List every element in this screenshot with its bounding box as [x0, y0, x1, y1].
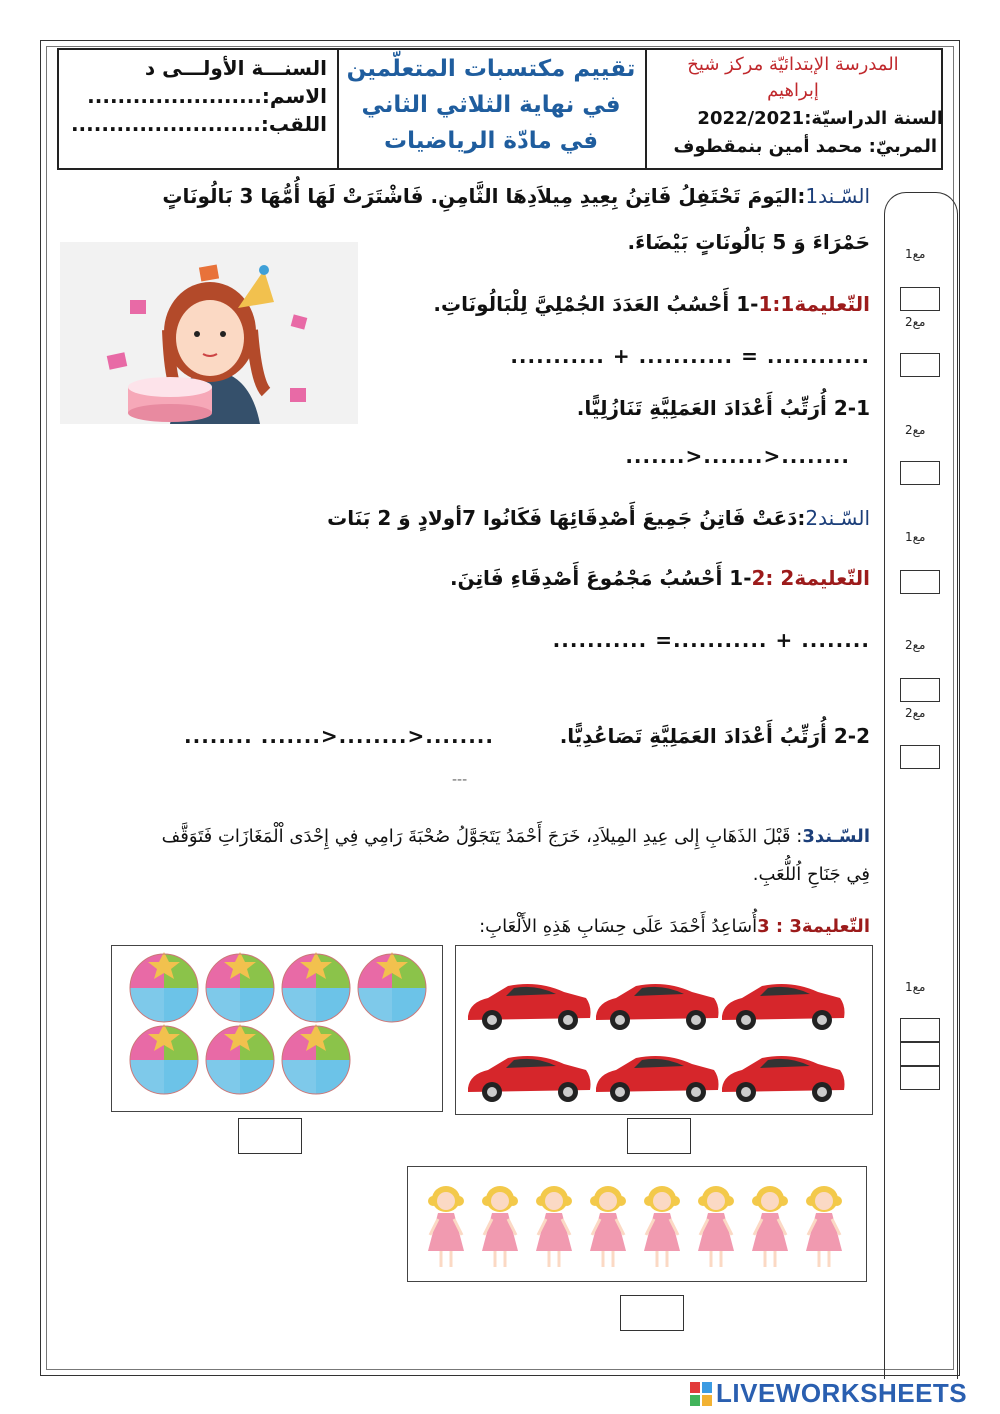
- criterion-label: مع1: [905, 980, 926, 994]
- separator: ---: [452, 772, 468, 788]
- score-box[interactable]: [900, 461, 940, 485]
- criterion-label: مع2: [905, 706, 926, 720]
- liveworksheets-brand: LIVEWORKSHEETS: [716, 1378, 968, 1408]
- car: [722, 984, 845, 1030]
- criterion-label: مع2: [905, 315, 926, 329]
- doll: [644, 1186, 680, 1267]
- score-box[interactable]: [900, 745, 940, 769]
- doll: [806, 1186, 842, 1267]
- car: [596, 1056, 719, 1102]
- equation-2[interactable]: ........ + ...........= ...........: [552, 628, 870, 652]
- car: [596, 984, 719, 1030]
- section3-text-2: فِي جَنَاحِ اُللُّعَبِ.: [752, 864, 870, 885]
- liveworksheets-icon: [690, 1382, 712, 1406]
- doll: [590, 1186, 626, 1267]
- title-line-1: تقييم مكتسبات المتعلّمين: [346, 56, 636, 82]
- ball: [130, 1024, 198, 1094]
- school-info: [645, 50, 941, 168]
- instruction-1-2: 2-1 أُرَتِّبُ أَعْدَادَ العَمَلِيَّةِ تَنَازُلِيًّا.: [576, 396, 870, 420]
- score-box[interactable]: [900, 570, 940, 594]
- car: [468, 1056, 591, 1102]
- order-line-1[interactable]: ........<.......<.......: [625, 444, 850, 468]
- criterion-label: مع2: [905, 638, 926, 652]
- car: [722, 1056, 845, 1102]
- ball: [130, 952, 198, 1022]
- instruction-1-1: التّعليمة1:1-1 أَحْسُبُ العَدَدَ الجُمْلِيَّ لِلْبَالُونَاتِ.: [433, 292, 870, 316]
- exam-title: [337, 50, 645, 168]
- cars-answer-box[interactable]: [627, 1118, 691, 1154]
- section3-label: السّـند3: [802, 826, 870, 847]
- dolls-answer-box[interactable]: [620, 1295, 684, 1331]
- doll: [536, 1186, 572, 1267]
- title-line-2: في نهاية الثلاثي الثاني: [361, 92, 621, 118]
- section2-text: السّـند2:دَعَتْ فَاتِنُ جَمِيعَ أَصْدِقَائِهَا فَكَانُوا 7أولادٍ وَ 2 بَنَات: [327, 506, 870, 530]
- school-name: المدرسة الإبتدائيّة مركز شيخ: [687, 54, 899, 75]
- instruction-2-1: التّعليمة2 :2-1 أَحْسُبُ مَجْمُوعَ أَصْدِقَاءِ فَاتِنَ.: [449, 566, 870, 590]
- ball: [358, 952, 426, 1022]
- criterion-label: مع1: [905, 530, 926, 544]
- criterion-label: مع1: [905, 247, 926, 261]
- student-info: [59, 50, 337, 168]
- doll: [482, 1186, 518, 1267]
- score-box[interactable]: [900, 1066, 940, 1090]
- score-box[interactable]: [900, 678, 940, 702]
- name-field[interactable]: الاسم:.......................: [87, 84, 327, 108]
- ball: [206, 1024, 274, 1094]
- ball: [282, 1024, 350, 1094]
- instruction-2-label: التّعليمة2 :2: [751, 566, 870, 590]
- car: [468, 984, 591, 1030]
- cars-image: [455, 945, 873, 1115]
- teacher-name: المربيّ: محمد أمين بنمقطوف: [673, 136, 937, 157]
- score-box[interactable]: [900, 1042, 940, 1066]
- instruction-3-label: التّعليمة3 : 3: [757, 916, 870, 937]
- liveworksheets-logo: [690, 1378, 967, 1409]
- balls-image: [111, 945, 443, 1112]
- doll: [752, 1186, 788, 1267]
- section2-label: السّـند2: [805, 506, 870, 530]
- birthday-girl-image: [60, 242, 358, 424]
- score-box[interactable]: [900, 353, 940, 377]
- doll: [428, 1186, 464, 1267]
- instruction-2-2: 2-2 أُرَتِّبُ أَعْدَادَ العَمَلِيَّةِ تَصَاعُدِيًّا.: [559, 724, 870, 748]
- order-line-2[interactable]: ........ .......>........>........: [184, 724, 495, 748]
- balls-answer-box[interactable]: [238, 1118, 302, 1154]
- school-year: السنة الدراسيّة:2022/2021: [697, 108, 943, 129]
- section1-text-2: حَمْرَاءَ وَ 5 بَالُونَاتٍ بَيْضَاءَ.: [627, 230, 870, 254]
- ball: [282, 952, 350, 1022]
- score-box[interactable]: [900, 287, 940, 311]
- header: [57, 48, 943, 170]
- score-box[interactable]: [900, 1018, 940, 1042]
- dolls-image: [407, 1166, 867, 1282]
- criterion-label: مع2: [905, 423, 926, 437]
- section3-text-1: السّـند3: قَبْلَ الذَهَابِ إِلى عِيدِ المِيلاَدِ، خَرَجَ أَحْمَدُ يَتَجَوَّلُ صُحْبَةَ رَامِي فِي إِحْدَى اْلْمَغَازَاتِ فَتَوَقَّف: [161, 826, 870, 847]
- class-label: السنـــة الأولـــى د: [144, 56, 327, 80]
- section1-label: السّـند1: [805, 184, 870, 208]
- instruction-3: التّعليمة3 : 3أُسَاعِدُ أَحْمَدَ عَلَى حِسَابِ هَذِهِ الأَلْعَابِ:: [479, 916, 870, 937]
- instruction-1-label: التّعليمة1:1: [758, 292, 870, 316]
- section1-text-1: السّـند1:اليَومَ تَحْتَفِلُ فَاتِنُ بِعِيدِ مِيلاَدِهَا الثَّامِنِ. فَاشْتَرَتْ لَهَا أُمُّهَا 3 بَالُونَاتٍ: [162, 184, 870, 208]
- doll: [698, 1186, 734, 1267]
- ball: [206, 952, 274, 1022]
- title-line-3: في مادّة الرياضيات: [383, 128, 599, 154]
- school-name-2: إبراهيم: [767, 80, 819, 101]
- equation-1[interactable]: ............ = ........... + ...........: [510, 344, 870, 368]
- surname-field[interactable]: اللقب:.........................: [70, 112, 327, 136]
